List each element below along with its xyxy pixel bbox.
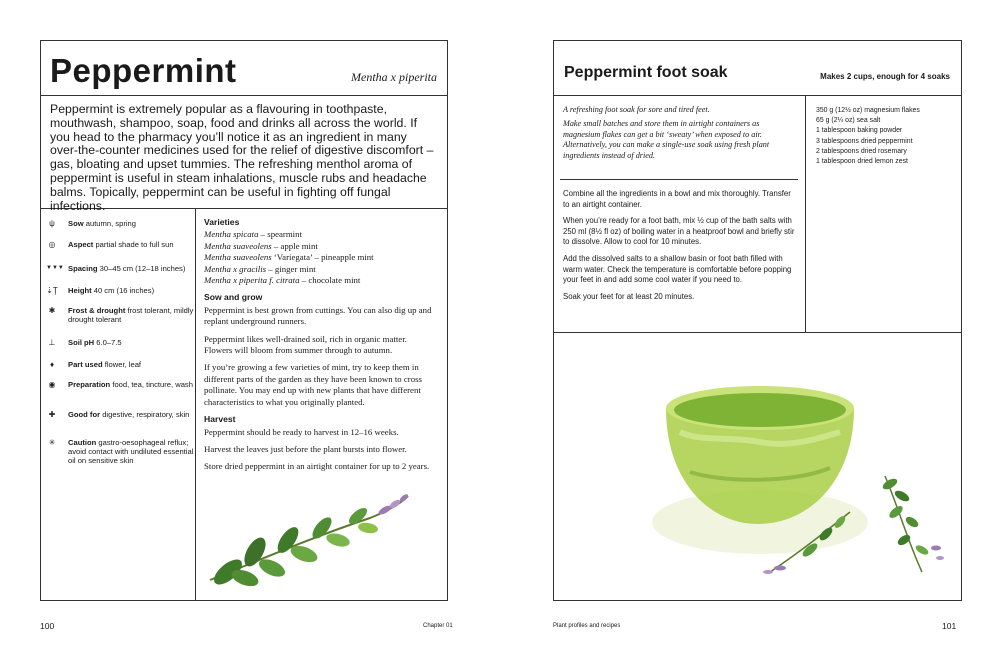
description-divider — [560, 179, 798, 180]
attr-label: Good for — [68, 410, 101, 419]
method-step: Combine all the ingredients in a bowl and mix thoroughly. Transfer to an airtight container. — [563, 189, 791, 209]
attr-value: 40 cm (16 inches) — [93, 286, 155, 295]
soil-icon: ⊥ — [48, 338, 56, 347]
variety-item: Mentha suaveolens – apple mint — [204, 240, 318, 251]
attr-value: autumn, spring — [85, 219, 136, 228]
preparation-icon: ◉ — [48, 380, 56, 389]
attr-label: Frost & drought — [68, 306, 126, 315]
harvest-paragraph: Store dried peppermint in an airtight container for up to 2 years. — [204, 461, 430, 472]
running-footer: Chapter 01 — [423, 623, 453, 629]
page-number: 100 — [40, 621, 55, 631]
running-footer: Plant profiles and recipes — [553, 623, 621, 629]
harvest-paragraph: Peppermint should be ready to harvest in 12–16 weeks. — [204, 426, 399, 437]
ingredients-list — [816, 106, 956, 167]
page-title: Peppermint — [50, 52, 237, 89]
attr-value: 6.0–7.5 — [96, 338, 122, 347]
caution-icon: ✳ — [48, 438, 56, 447]
varieties-heading: Varieties — [204, 217, 240, 227]
harvest-paragraph: Harvest the leaves just before the plant bursts into flower. — [204, 443, 407, 454]
method-divider — [553, 332, 961, 333]
frost-icon: ✱ — [48, 306, 56, 315]
variety-item: Mentha x gracilis – ginger mint — [204, 263, 316, 274]
method-step: When you’re ready for a foot bath, mix ½ cup of the bath salts with 250 ml (8½ fl oz) of boiling water in a heatproof bowl and briefly stir to dissolve. Allow to cool for 10 minutes. — [563, 216, 795, 247]
attr-value: partial shade to full sun — [95, 240, 174, 249]
latin-name: Mentha x piperita — [351, 70, 437, 84]
sow-grow-paragraph: Peppermint likes well-drained soil, rich in organic matter. Flowers will bloom from summer through to autumn. — [204, 333, 407, 356]
recipe-description — [563, 105, 795, 161]
right-page — [500, 0, 1000, 653]
ingredient-item: 1 tablespoon dried lemon zest — [816, 158, 908, 166]
mint-sprig-illustration — [200, 488, 440, 594]
growing-info — [204, 217, 436, 479]
ingredient-item: 350 g (12½ oz) magnesium flakes — [816, 107, 920, 114]
attr-value: digestive, respiratory, skin — [102, 410, 190, 419]
attr-label: Preparation — [68, 380, 111, 389]
attr-label: Caution — [68, 438, 97, 447]
description-line: Make small batches and store them in airtight containers as magnesium flakes can get a bit ‘sweaty’ when exposed to air. Alternatively, you can make a single-use soak using fresh plant ingredients instead of dried. — [563, 119, 770, 160]
height-icon: ⇣Ţ — [46, 286, 58, 295]
ingredient-item: 2 tablespoons dried rosemary — [816, 147, 907, 155]
page-number: 101 — [942, 621, 957, 631]
attr-label: Spacing — [68, 264, 98, 273]
sow-grow-paragraph: If you’re growing a few varieties of mint, try to keep them in different parts of the garden as they have been known to cross pollinate. You may end up with new plants that have different characteristics to what you originally planted. — [204, 362, 422, 407]
attr-value: 30–45 cm (12–18 inches) — [99, 264, 186, 273]
ingredients-divider — [805, 95, 806, 332]
recipe-title: Peppermint foot soak — [564, 64, 728, 81]
method-step: Soak your feet for at least 20 minutes. — [563, 291, 695, 301]
method-step: Add the dissolved salts to a shallow basin or foot bath filled with warm water. Check the temperature is comfortable before popping your feet in and add some cool water if you need to. — [563, 253, 792, 285]
attr-label: Height — [68, 286, 92, 295]
recipe-title-divider — [553, 95, 961, 96]
attr-label: Soil pH — [68, 338, 95, 347]
description-line: A refreshing foot soak for sore and tired feet. — [563, 105, 710, 114]
foot-soak-bowl-illustration — [640, 372, 956, 592]
variety-item: Mentha spicata – spearmint — [204, 229, 302, 240]
ingredient-item: 3 tablespoons dried peppermint — [816, 137, 913, 145]
attr-value: flower, leaf — [104, 360, 142, 369]
harvest-heading: Harvest — [204, 414, 236, 425]
attr-label: Sow — [68, 219, 84, 228]
part-used-icon: ♦ — [49, 360, 55, 369]
title-divider — [40, 95, 447, 96]
makes-note: Makes 2 cups, enough for 4 soaks — [820, 72, 950, 81]
variety-item: Mentha suaveolens ‘Variegata’ – pineapple mint — [204, 252, 374, 263]
attr-value: food, tea, tincture, wash — [112, 380, 193, 389]
sow-grow-heading: Sow and grow — [204, 292, 263, 303]
sow-grow-paragraph: Peppermint is best grown from cuttings. You can also dig up and replant underground runners. — [204, 304, 432, 327]
good-for-icon: ✚ — [48, 410, 56, 419]
attr-value: frost tolerant, mildly drought tolerant — [68, 306, 194, 325]
aspect-icon: ◎ — [48, 240, 56, 249]
varieties-list — [204, 229, 436, 286]
attr-value: gastro-oesophageal reflux; avoid contact with undiluted essential oil on sensitive skin — [68, 438, 194, 466]
attr-label: Part used — [68, 360, 103, 369]
spacing-icon: ▼▼▼ — [46, 265, 64, 271]
attr-label: Aspect — [68, 240, 94, 249]
variety-item: Mentha x piperita f. citrata – chocolate mint — [204, 275, 361, 286]
intro-paragraph: Peppermint is extremely popular as a flavouring in toothpaste, mouthwash, shampoo, soap, food and drinks all across the world. If you head to the pharmacy you’ll notice it as an ingredient in many over-the-counter medicines used for the relief of digestive discomfort – gas, bloating and upset tummies. The refreshing menthol aroma of peppermint is useful in steam inhalations, muscle rubs and headache balms. Topically, peppermint can be useful in fighting off fungal infections. — [50, 102, 434, 213]
ingredient-item: 65 g (2¼ oz) sea salt — [816, 117, 881, 125]
ingredient-item: 1 tablespoon baking powder — [816, 127, 903, 135]
method-steps — [563, 189, 797, 308]
sow-icon: ψ — [49, 219, 55, 228]
